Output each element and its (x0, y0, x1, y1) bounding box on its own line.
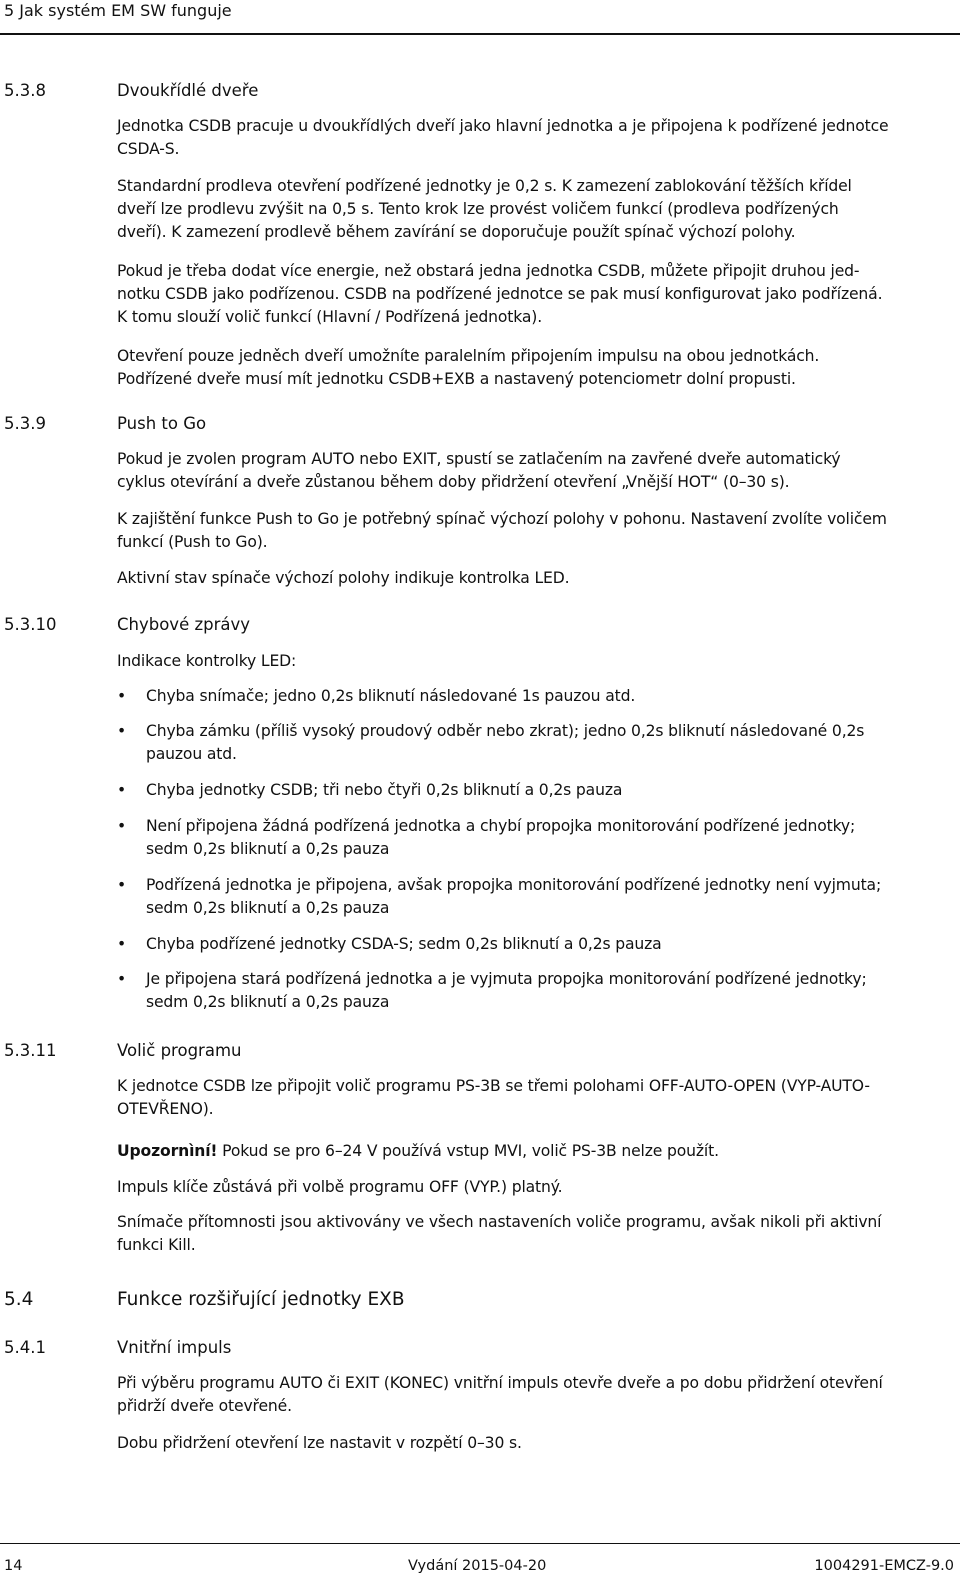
warning-label: Upozornìní! (117, 1142, 218, 1160)
paragraph: Při výběru programu AUTO či EXIT (KONEC) vnitřní impuls otevře dveře a po dobu přidržení otevření přidrží dveře otevřené. (117, 1374, 883, 1415)
page-header-title: 5 Jak systém EM SW funguje (4, 1, 232, 20)
document-number: 1004291-EMCZ-9.0 (814, 1558, 954, 1574)
paragraph: Dobu přidržení otevření lze nastavit v rozpětí 0–30 s. (117, 1434, 522, 1452)
paragraph: Otevření pouze jedněch dveří umožníte paralelním připojením impulsu na obou jednotkách. Podřízené dveře musí mít jednotku CSDB+EXB a nastavený potenciometr dolní propusti. (117, 347, 820, 388)
list-item-text: Chyba snímače; jedno 0,2s bliknutí následované 1s pauzou atd. (146, 687, 636, 705)
paragraph: Jednotka CSDB pracuje u dvoukřídlých dveří jako hlavní jednotka a je připojena k podřízené jednotce CSDA-S. (117, 117, 889, 158)
section-number: 5.3.9 (4, 414, 46, 433)
paragraph: Snímače přítomnosti jsou aktivovány ve všech nastaveních voliče programu, avšak nikoli při aktivní funkci Kill. (117, 1213, 882, 1254)
paragraph: Indikace kontrolky LED: (117, 652, 297, 670)
paragraph: Pokud je zvolen program AUTO nebo EXIT, spustí se zatlačením na zavřené dveře automatický cyklus otevírání a dveře zůstanou během doby přidržení otevření „Vnější HOT“ (0–30 s). (117, 450, 841, 491)
bullet-icon: • (117, 781, 127, 799)
paragraph: K jednotce CSDB lze připojit volič programu PS-3B se třemi polohami OFF-AUTO-OPEN (VYP-AUTO- OTEVŘENO). (117, 1077, 870, 1118)
list-item-text: Chyba zámku (příliš vysoký proudový odběr nebo zkrat); jedno 0,2s bliknutí následované 0,2s pauzou atd. (146, 722, 865, 763)
warning-paragraph (117, 1140, 955, 1163)
paragraph: Standardní prodleva otevření podřízené jednotky je 0,2 s. K zamezení zablokování těžších křídel dveří lze prodlevu zvýšit na 0,5 s. Tento krok lze provést voličem funkcí (prodleva podřízených dveří). K zamezení prodlevě během zavírání se doporučuje použít spínač výchozí polohy. (117, 177, 852, 241)
paragraph: Pokud je třeba dodat více energie, než obstará jedna jednotka CSDB, můžete připojit druhou jed- notku CSDB jako podřízenou. CSDB na podřízené jednotce se pak musí konfigurovat jako podřízená. K tomu slouží volič funkcí (Hlavní / Podřízená jednotka). (117, 262, 883, 326)
bullet-icon: • (117, 817, 127, 835)
paragraph: Aktivní stav spínače výchozí polohy indikuje kontrolka LED. (117, 569, 570, 587)
section-title: Push to Go (117, 414, 207, 433)
section-title: Volič programu (117, 1041, 242, 1060)
bullet-icon: • (117, 970, 127, 988)
page-number: 14 (4, 1558, 23, 1574)
list-item (117, 815, 955, 861)
section-number: 5.4 (4, 1289, 34, 1310)
footer-rule (0, 1543, 960, 1544)
list-item (117, 720, 955, 766)
list-item-text: Není připojena žádná podřízená jednotka a chybí propojka monitorování podřízené jednotky; sedm 0,2s bliknutí a 0,2s pauza (146, 817, 856, 858)
paragraph: K zajištění funkce Push to Go je potřebný spínač výchozí polohy v pohonu. Nastavení zvolíte voličem funkcí (Push to Go). (117, 510, 887, 551)
section-number: 5.3.11 (4, 1041, 57, 1060)
section-title: Funkce rozšiřující jednotky EXB (117, 1289, 405, 1310)
paragraph: Impuls klíče zůstává při volbě programu OFF (VYP.) platný. (117, 1178, 563, 1196)
list-item-text: Podřízená jednotka je připojena, avšak propojka monitorování podřízené jednotky není vyjmuta; sedm 0,2s bliknutí a 0,2s pauza (146, 876, 882, 917)
section-number: 5.4.1 (4, 1338, 46, 1357)
list-item (117, 779, 955, 802)
bullet-icon: • (117, 876, 127, 894)
section-title: Dvoukřídlé dveře (117, 81, 259, 100)
bullet-icon: • (117, 687, 127, 705)
bullet-icon: • (117, 722, 127, 740)
list-item-text: Je připojena stará podřízená jednotka a je vyjmuta propojka monitorování podřízené jednotky; sedm 0,2s bliknutí a 0,2s pauza (146, 970, 867, 1011)
warning-text: Pokud se pro 6–24 V používá vstup MVI, volič PS-3B nelze použít. (217, 1142, 719, 1160)
bullet-icon: • (117, 935, 127, 953)
list-item (117, 933, 955, 956)
list-item (117, 968, 955, 1014)
section-number: 5.3.10 (4, 615, 57, 634)
section-title: Chybové zprávy (117, 615, 251, 634)
list-item-text: Chyba podřízené jednotky CSDA-S; sedm 0,2s bliknutí a 0,2s pauza (146, 935, 662, 953)
list-item (117, 685, 955, 708)
section-title: Vnitřní impuls (117, 1338, 232, 1357)
list-item-text: Chyba jednotky CSDB; tři nebo čtyři 0,2s bliknutí a 0,2s pauza (146, 781, 623, 799)
issue-date: Vydání 2015-04-20 (408, 1558, 547, 1574)
list-item (117, 874, 955, 920)
section-number: 5.3.8 (4, 81, 46, 100)
header-rule (0, 33, 960, 35)
